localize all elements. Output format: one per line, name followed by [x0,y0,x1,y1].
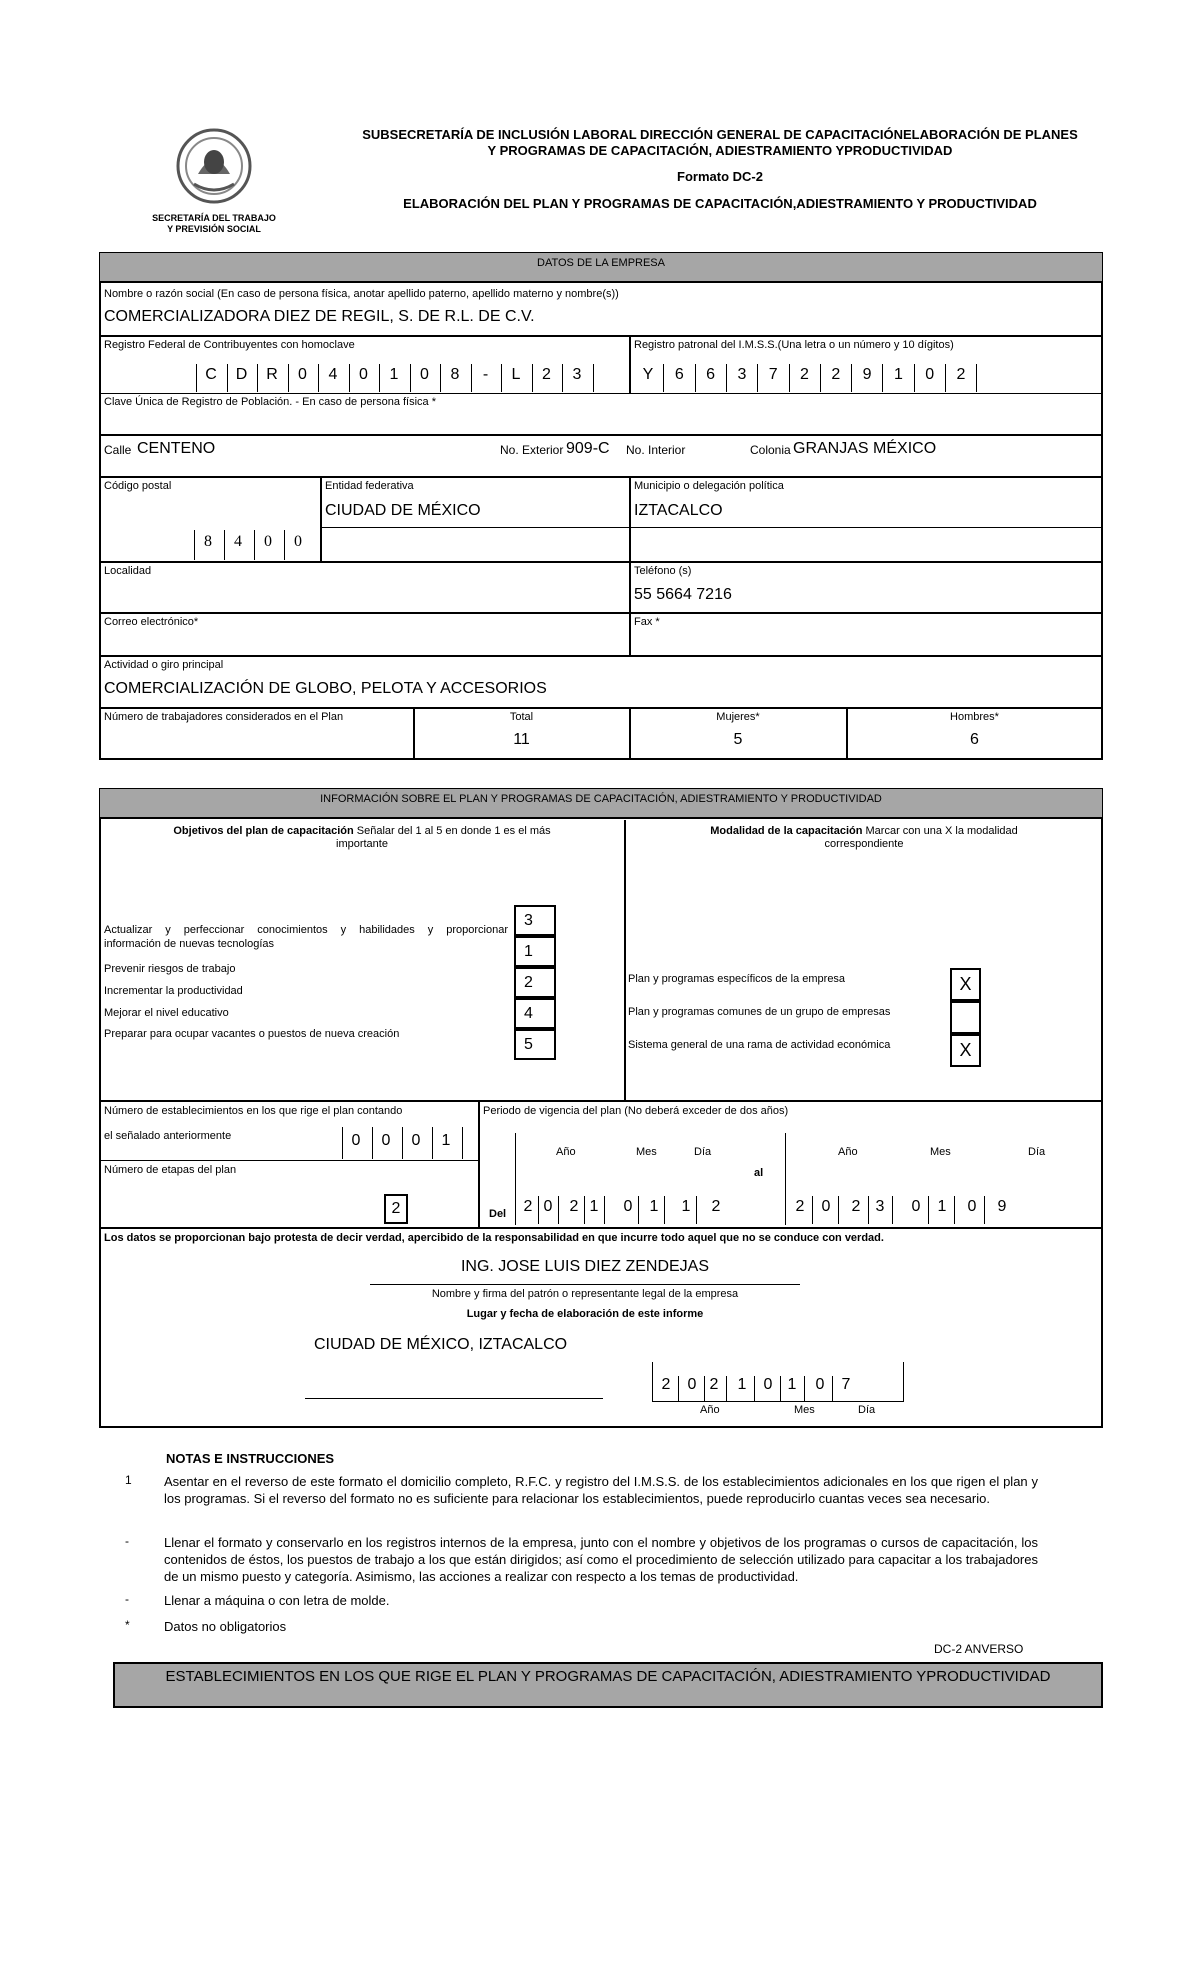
state-value: CIUDAD DE MÉXICO [325,502,481,519]
report-date-digit: 0 [815,1376,825,1393]
imss-char: 2 [956,366,966,383]
from-year-label: Año [556,1146,576,1158]
note-text: Llenar a máquina o con letra de molde. [164,1593,390,1608]
period-from-digit: 1 [589,1198,599,1215]
workers-men-label: Hombres* [950,711,999,723]
header-title-line2: Y PROGRAMAS DE CAPACITACIÓN, ADIESTRAMIENTO YPRODUCTIVIDAD [487,143,953,158]
representative-label: Nombre y firma del patrón o representante legal de la empresa [431,1288,739,1300]
state-label: Entidad federativa [325,480,414,492]
establishments-label: Número de establecimientos en los que rige el plan contando [104,1105,403,1117]
report-date-underline [652,1401,904,1402]
objective-rank-field[interactable]: 4 [514,998,556,1029]
workers-label: Número de trabajadores considerados en el Plan [104,711,344,723]
establishments-separator [342,1127,343,1159]
period-from-digit: 2 [569,1198,579,1215]
imss-char: 7 [768,366,778,383]
report-date-digit: 1 [787,1376,797,1393]
objectives-hint: importante [336,838,388,850]
period-from-digit: 2 [711,1198,721,1215]
period-separator [812,1196,813,1224]
imss-char: 6 [706,366,716,383]
report-day-label: Día [858,1404,876,1416]
report-date-digit: 0 [687,1376,697,1393]
period-to-digit: 0 [821,1198,831,1215]
period-del-label: Del [489,1208,507,1220]
imss-separator [976,364,977,392]
period-to-digit: 0 [911,1198,921,1215]
phone-value: 55 5664 7216 [634,586,732,603]
objective-rank-field[interactable]: 3 [514,905,556,936]
rfc-separator [471,364,472,392]
postal-code-label: Código postal [104,480,172,492]
representative-name: ING. JOSE LUIS DIEZ ZENDEJAS [460,1258,710,1275]
establishments-digit: 0 [381,1132,391,1149]
rfc-char: R [266,366,278,383]
imss-separator [726,364,727,392]
objective-label-cont: información de nuevas tecnologías [104,938,274,950]
period-from-digit: 0 [543,1198,553,1215]
objective-label: Mejorar el nivel educativo [104,1007,229,1019]
company-name-value: COMERCIALIZADORA DIEZ DE REGIL, S. DE R.L. DE C.V. [104,308,535,325]
report-date-digit: 7 [841,1376,851,1393]
company-section-header [100,253,1102,283]
postal-code-separator [254,530,255,560]
modality-label: Plan y programas comunes de un grupo de empresas [628,1006,891,1018]
workers-women-label: Mujeres* [716,711,760,723]
period-to-digit: 1 [937,1198,947,1215]
colonia-value: GRANJAS MÉXICO [793,440,937,457]
imss-separator [757,364,758,392]
rfc-char: - [482,366,489,383]
rfc-char: L [511,366,521,383]
imss-separator [789,364,790,392]
report-date-digit: 1 [737,1376,747,1393]
report-date-separator [903,1362,904,1402]
period-from-digit: 0 [623,1198,633,1215]
stages-field[interactable]: 2 [384,1194,408,1224]
period-separator [954,1196,955,1224]
period-to-digit: 2 [795,1198,805,1215]
rfc-char: D [235,366,248,383]
postal-code-char: 8 [204,533,212,550]
imss-separator [695,364,696,392]
period-separator [838,1196,839,1224]
modality-label: Plan y programas específicos de la empresa [628,973,846,985]
municipio-label: Municipio o delegación política [634,480,784,492]
note-marker: - [125,1534,129,1548]
ext-number-value: 909-C [566,440,610,457]
modality-checkbox[interactable]: X [950,1034,981,1067]
report-date-separator [678,1376,679,1402]
imss-separator [663,364,664,392]
objective-label: Preparar para ocupar vacantes o puestos de nueva creación [104,1028,400,1040]
note-text: Asentar en el reverso de este formato el domicilio completo, R.F.C. y registro del I.M.S.S. de los establecimientos adicionales en los que rigen el plan y los programas. Si el reverso del formato no es suficiente para relacionar los establecimientos, puede reproducirlo cuantas veces sea necesario. [164,1474,1038,1506]
modality-checkbox[interactable] [950,1001,981,1034]
rfc-separator [501,364,502,392]
establishments-separator [372,1127,373,1159]
rfc-separator [593,364,594,392]
period-separator [984,1196,985,1224]
agency-seal [148,126,280,238]
notes-title: NOTAS E INSTRUCCIONES [166,1451,335,1466]
rfc-separator [562,364,563,392]
period-separator [604,1196,605,1224]
report-date-separator [804,1376,805,1402]
postal-code-separator [284,530,285,560]
to-month-label: Mes [930,1146,951,1158]
period-separator [638,1196,639,1224]
objective-label: Actualizar y perfeccionar conocimientos y habilidades y proporcionar [104,924,508,936]
rfc-separator [349,364,350,392]
plan-section-title: INFORMACIÓN SOBRE EL PLAN Y PROGRAMAS DE CAPACITACIÓN, ADIESTRAMIENTO Y PRODUCTIVIDAD [320,793,882,805]
report-date-digit: 2 [709,1376,719,1393]
form-subtitle: ELABORACIÓN DEL PLAN Y PROGRAMAS DE CAPACITACIÓN,ADIESTRAMIENTO Y PRODUCTIVIDAD [403,196,1037,211]
rfc-separator [196,364,197,392]
protest-statement: Los datos se proporcionan bajo protesta de decir verdad, apercibido de la responsabilidad en que incurre todo aquel que no se conduce con verdad. [104,1232,884,1244]
company-name-label: Nombre o razón social (En caso de persona física, anotar apellido paterno, apellido materno y nombre(s)) [104,288,619,300]
colonia-label: Colonia [750,443,791,457]
objective-rank-field[interactable]: 2 [514,967,556,998]
period-separator [892,1196,893,1224]
note-marker: * [125,1618,130,1632]
postal-code-separator [224,530,225,560]
period-separator [664,1196,665,1224]
int-number-label: No. Interior [626,443,686,457]
workers-men-value: 6 [970,731,979,748]
establishments-section-title: ESTABLECIMIENTOS EN LOS QUE RIGE EL PLAN Y PROGRAMAS DE CAPACITACIÓN, ADIESTRAMIENTO YPRODUCTIVIDAD [165,1668,1051,1685]
report-date-digit: 2 [661,1376,671,1393]
rfc-char: 1 [389,366,399,383]
imss-separator [820,364,821,392]
establishments-label-2: el señalado anteriormente [104,1130,232,1142]
imss-separator [945,364,946,392]
imss-char: 2 [800,366,809,383]
period-separator [928,1196,929,1224]
period-from-digit: 1 [681,1198,691,1215]
period-label: Periodo de vigencia del plan (No deberá exceder de dos años) [483,1105,789,1117]
curp-label: Clave Única de Registro de Población. - En caso de persona física * [104,396,437,408]
imss-char: Y [642,366,654,383]
company-section-title: DATOS DE LA EMPRESA [537,257,665,269]
report-date-digit: 0 [763,1376,773,1393]
report-date-separator [754,1376,755,1402]
postal-code-char: 4 [234,533,242,550]
period-to-digit: 0 [967,1198,977,1215]
modality-label: Sistema general de una rama de actividad económica [628,1039,891,1051]
imss-char: 0 [925,366,935,383]
seal-caption: SECRETARÍA DEL TRABAJO Y PREVISIÓN SOCIAL [152,213,276,234]
rfc-char: C [205,366,217,383]
page-code: DC-2 ANVERSO [934,1642,1024,1656]
establishments-separator [432,1127,433,1159]
rfc-char: 8 [450,366,460,383]
objective-rank-field[interactable]: 1 [514,936,556,967]
stages-label: Número de etapas del plan [104,1164,237,1176]
municipio-value: IZTACALCO [634,502,723,519]
imss-char: 2 [831,366,841,383]
objective-label: Incrementar la productividad [104,985,243,997]
note-text: Datos no obligatorios [164,1619,287,1634]
postal-code-char: 0 [294,533,302,550]
rfc-separator [257,364,258,392]
rfc-separator [288,364,289,392]
modality-hint: correspondiente [824,838,904,850]
rfc-char: 2 [542,366,551,383]
rfc-char: 0 [420,366,429,383]
place-value: CIUDAD DE MÉXICO, IZTACALCO [314,1336,568,1353]
report-date-separator [726,1376,727,1402]
rfc-separator [227,364,228,392]
rfc-separator [440,364,441,392]
plan-section-header [100,789,1102,819]
locality-label: Localidad [104,565,152,577]
fax-label: Fax * [634,616,660,628]
format-code: Formato DC-2 [677,169,763,184]
period-separator [696,1196,697,1224]
modality-header: Modalidad de la capacitación Marcar con una X la modalidad [710,825,1018,837]
establishments-digit: 0 [351,1132,361,1149]
from-month-label: Mes [636,1146,657,1158]
establishments-section-header [113,1662,1103,1708]
establishments-separator [462,1127,463,1159]
rfc-char: 0 [359,366,368,383]
note-marker: - [125,1592,129,1606]
imss-separator [851,364,852,392]
workers-women-value: 5 [733,731,743,748]
from-day-label: Día [694,1146,712,1158]
activity-label: Actividad o giro principal [104,659,224,671]
period-to-digit: 9 [997,1198,1007,1215]
activity-value: COMERCIALIZACIÓN DE GLOBO, PELOTA Y ACCESORIOS [104,680,547,697]
report-month-label: Mes [794,1404,815,1416]
objective-rank-field[interactable]: 5 [514,1029,556,1060]
period-separator [558,1196,559,1224]
street-label: Calle [104,443,132,457]
ext-number-label: No. Exterior [500,443,564,457]
rfc-separator [532,364,533,392]
establishments-separator [402,1127,403,1159]
place-date-label: Lugar y fecha de elaboración de este informe [466,1308,704,1320]
period-from-digit: 2 [523,1198,533,1215]
rfc-char: 4 [328,366,338,383]
rfc-separator [410,364,411,392]
imss-char: 6 [674,366,684,383]
period-separator [785,1133,786,1225]
rfc-char: 0 [298,366,307,383]
imss-separator [882,364,883,392]
period-to-digit: 2 [851,1198,861,1215]
email-label: Correo electrónico* [104,616,199,628]
to-year-label: Año [838,1146,858,1158]
eagle-seal-icon [148,126,280,208]
rfc-char: 3 [572,366,582,383]
imss-char: 1 [893,366,903,383]
note-text: Llenar el formato y conservarlo en los registros internos de la empresa, junto con el nombre y objetivos de los programas o cursos de capacitación, los contenidos de éstos, los puestos de trabajo a los que están dirigidos; así como el procedimiento de selección utilizado para capacitar a los trabajadores de un mismo puesto y categoría. Asimismo, las acciones a realizar con respecto a los temas de productividad. [164,1535,1038,1584]
imss-char: 3 [737,366,747,383]
imss-label: Registro patronal del I.M.S.S.(Una letra o un número y 10 dígitos) [634,339,954,351]
report-year-label: Año [700,1404,720,1416]
header-title-line1: SUBSECRETARÍA DE INCLUSIÓN LABORAL DIRECCIÓN GENERAL DE CAPACITACIÓNELABORACIÓN DE PLANES [362,127,1078,142]
workers-total-label: Total [509,711,534,723]
rfc-separator [318,364,319,392]
period-from-digit: 1 [649,1198,659,1215]
street-value: CENTENO [137,440,216,457]
to-day-label: Día [1028,1146,1046,1158]
rfc-label: Registro Federal de Contribuyentes con homoclave [104,339,355,351]
objective-label: Prevenir riesgos de trabajo [104,963,236,975]
report-date-separator [832,1376,833,1402]
period-to-digit: 3 [875,1198,885,1215]
phone-label: Teléfono (s) [634,565,692,577]
establishments-digit: 0 [411,1132,421,1149]
rfc-separator [379,364,380,392]
imss-separator [914,364,915,392]
report-date-separator [652,1362,653,1402]
period-al-label: al [754,1167,764,1179]
postal-code-separator [194,530,195,560]
postal-code-char: 0 [264,533,272,550]
objectives-header: Objetivos del plan de capacitación Señalar del 1 al 5 en donde 1 es el más [173,825,551,837]
establishments-digit: 1 [441,1132,451,1149]
modality-checkbox[interactable]: X [950,968,981,1001]
workers-total-value: 11 [513,731,530,748]
note-marker: 1 [125,1473,132,1487]
imss-char: 9 [862,366,872,383]
